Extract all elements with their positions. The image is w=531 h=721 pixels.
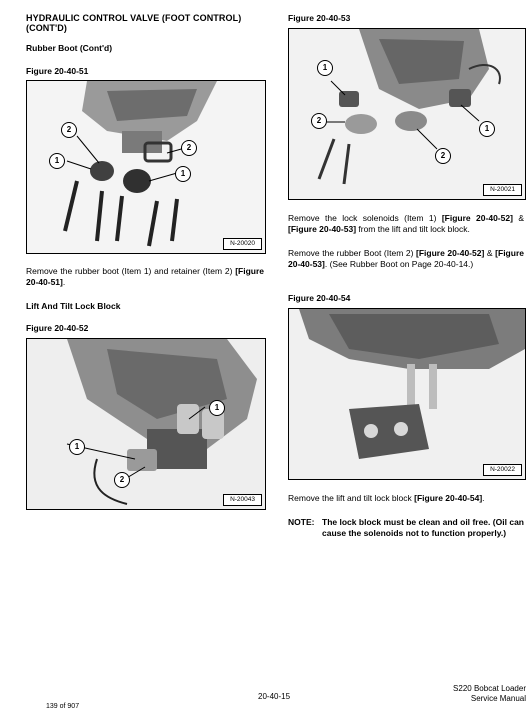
figure-code-51: N-20020: [223, 238, 262, 250]
callout-1-b: 1: [479, 121, 495, 137]
page-number: 20-40-15: [258, 692, 291, 701]
figure-code-52: N-20043: [223, 494, 262, 506]
figure-photo-53: [288, 28, 526, 200]
figure-reference[interactable]: [Figure 20-40-54]: [414, 493, 483, 503]
callout-2-a: 2: [61, 122, 77, 138]
solenoid-removed-photo: [289, 29, 525, 199]
right-paragraph-1: [288, 213, 524, 235]
text-run: Remove the lock solenoids (Item 1): [288, 213, 442, 223]
right-paragraph-2: [288, 248, 524, 270]
page-title: HYDRAULIC CONTROL VALVE (FOOT CONTROL) (CONT'D): [26, 13, 242, 33]
text-run: from the lift and tilt lock block.: [356, 224, 470, 234]
callout-2: 2: [114, 472, 130, 488]
text-run: .: [482, 493, 485, 503]
text-run: Remove the lift and tilt lock block: [288, 493, 415, 503]
text-run: Remove the rubber Boot (Item 2): [288, 248, 417, 258]
rubber-boot-photo: [27, 81, 265, 253]
note-block: [288, 517, 524, 539]
text-run: Remove the rubber boot (Item 1) and retainer (Item 2): [26, 266, 236, 276]
figure-label-52: Figure 20-40-52: [26, 323, 89, 333]
figure-photo-51: [26, 80, 266, 254]
callout-1-b: 1: [175, 166, 191, 182]
text-run: &: [484, 248, 496, 258]
text-run: . (See Rubber Boot on Page 20-40-14.): [324, 259, 474, 269]
figure-code-53: N-20021: [483, 184, 522, 196]
figure-code-54: N-20022: [483, 464, 522, 476]
figure-label-51: Figure 20-40-51: [26, 66, 89, 76]
figure-reference[interactable]: [Figure 20-40-51]: [26, 266, 264, 287]
section-heading-lock-block: Lift And Tilt Lock Block: [26, 301, 121, 311]
note-label: NOTE:: [288, 517, 315, 527]
lock-solenoid-photo: [27, 339, 265, 509]
manual-line-2: Service Manual: [470, 694, 526, 703]
section-subtitle: Rubber Boot (Cont'd): [26, 43, 113, 53]
callout-1-b: 1: [209, 400, 225, 416]
figure-label-53: Figure 20-40-53: [288, 13, 351, 23]
left-paragraph-1: [26, 266, 264, 288]
callout-1-a: 1: [69, 439, 85, 455]
figure-reference[interactable]: [Figure 20-40-53]: [288, 224, 357, 234]
callout-1-a: 1: [317, 60, 333, 76]
figure-photo-54: [288, 308, 526, 480]
manual-line-1: S220 Bobcat Loader: [453, 684, 526, 693]
right-paragraph-3: [288, 493, 524, 504]
figure-label-54: Figure 20-40-54: [288, 293, 351, 303]
figure-photo-52: [26, 338, 266, 510]
note-text: The lock block must be clean and oil free. (Oil can cause the solenoids not to function properly.): [322, 517, 524, 538]
callout-2-a: 2: [311, 113, 327, 129]
figure-reference[interactable]: [Figure 20-40-52]: [441, 213, 513, 223]
callout-1-a: 1: [49, 153, 65, 169]
callout-2-b: 2: [181, 140, 197, 156]
pdf-page-counter: 139 of 907: [46, 703, 80, 710]
lock-block-photo: [289, 309, 525, 479]
callout-2-b: 2: [435, 148, 451, 164]
text-run: .: [62, 277, 66, 287]
text-run: &: [512, 213, 524, 223]
figure-reference[interactable]: [Figure 20-40-52]: [416, 248, 485, 258]
manual-title: [400, 684, 526, 704]
figure-reference[interactable]: [Figure 20-40-53]: [288, 248, 524, 269]
